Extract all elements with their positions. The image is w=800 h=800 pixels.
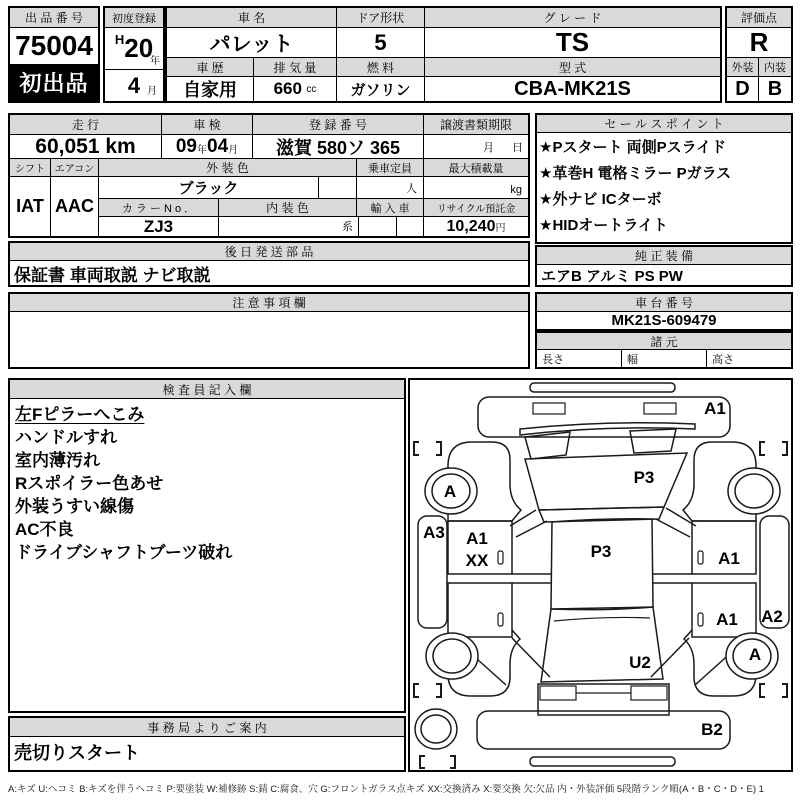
max-load-label: 最大積載量 [424, 159, 528, 177]
car-history-value: 自家用 [167, 77, 254, 101]
imported-sub-cell [397, 217, 424, 236]
spare-wheel-inner [421, 715, 451, 743]
front-bumper-shape [478, 397, 730, 437]
exterior-color-label: 外 装 色 [99, 159, 357, 177]
first-registration-year [105, 28, 163, 70]
lot-number-label: 出 品 番 号 [10, 8, 98, 28]
damage-code-rear-right-door: A1 [716, 610, 738, 629]
interior-label: 内装 [759, 58, 791, 77]
car-history-label: 車 歴 [167, 58, 254, 77]
car-name-value: パレット [167, 28, 337, 58]
oem-equipment-value: エアB アルミ PS PW [541, 267, 683, 285]
damage-code-left-sill: A3 [423, 523, 445, 542]
transfer-day-unit: 日 [512, 142, 523, 154]
reg-month: 4 [127, 72, 141, 98]
imported-label: 輸 入 車 [357, 199, 424, 217]
first-registration-block [103, 6, 165, 103]
footer-legend: A:キズ U:ヘコミ B:キズを伴うヘコミ P:要塗装 W:補修跡 S:錆 C:腐食、穴 G:フロントガラス点キズ XX:交換済み X:要交換 欠:欠品 内・外装評価 5段階ランク順(A・B・C・D・E) 1 [8, 784, 764, 795]
damage-code-front-bumper: A1 [704, 399, 726, 418]
color-no-label: カ ラ ー N o ． [99, 199, 219, 217]
era-letter: H [114, 32, 125, 47]
headlight-right [644, 403, 676, 414]
fuel-value: ガソリン [337, 77, 425, 101]
name-grade-block [165, 6, 722, 103]
lot-number-block [8, 6, 100, 103]
inspector-notes-body [10, 399, 404, 711]
shift-value: IAT [10, 177, 51, 236]
rear-left-wheel-inner [433, 639, 471, 673]
taillight-right [631, 686, 667, 700]
color-no-value: ZJ3 [99, 217, 219, 236]
max-load-value [424, 177, 528, 199]
detail-table [8, 113, 530, 238]
rear-bumper-shape [477, 711, 730, 749]
shipped-later-parts-label: 後 日 発 送 部 品 [10, 243, 528, 261]
length-cell: 長さ [537, 350, 622, 367]
inspection-label: 車 検 [162, 115, 253, 135]
recycle-deposit-label: リサイクル預託金 [424, 199, 528, 217]
damage-code-front-left-door: A1 [466, 529, 488, 548]
oem-equipment-label: 純 正 装 備 [537, 247, 791, 265]
displacement-unit: cc [306, 83, 317, 95]
inspector-note-line: Rスポイラー色あせ [15, 474, 164, 493]
lot-number-value: 75004 [15, 30, 93, 61]
door-shape-value: 5 [337, 28, 425, 58]
car-name-label: 車 名 [167, 8, 337, 28]
registration-no-label: 登 録 番 号 [253, 115, 424, 135]
sales-points-box [535, 113, 793, 244]
sales-point-line: ★HIDオートライト [539, 217, 668, 234]
rear-roof-edge [554, 617, 650, 621]
mileage-value: 60,051 km [10, 135, 162, 159]
capacity-value [357, 177, 424, 199]
front-edge-strip [530, 383, 675, 392]
first-registration-month [105, 70, 163, 101]
cautions-box [8, 292, 530, 369]
inspector-notes-box [8, 378, 406, 713]
damage-code-front-left-door-panel: XX [465, 551, 489, 570]
roof-shape [551, 519, 653, 610]
wiper-left [525, 432, 570, 459]
height-cell: 高さ [712, 353, 734, 366]
front-right-wheel-inner [735, 474, 773, 508]
damage-code-right-sill: A2 [761, 607, 783, 626]
model-code-label: 型 式 [425, 58, 720, 77]
interior-color-value [219, 217, 359, 236]
fuel-label: 燃 料 [337, 58, 425, 77]
sales-point-line: ★革巻H 電格ミラー Pガラス [539, 165, 732, 182]
car-diagram [410, 380, 791, 770]
chassis-no-label: 車 台 番 号 [537, 294, 791, 312]
top-table [8, 6, 793, 103]
door-handle [698, 613, 703, 626]
evaluation-block [725, 6, 793, 103]
imported-value [359, 217, 397, 236]
damage-code-rear-bumper: B2 [701, 720, 723, 739]
windshield-shape [525, 453, 687, 510]
displacement-number: 660 [273, 79, 302, 98]
exterior-color-value: ブラック [99, 177, 319, 199]
a-pillar-left [516, 521, 547, 537]
interior-grade: B [767, 77, 783, 100]
exterior-label: 外装 [727, 58, 759, 77]
dimensions-label: 諸 元 [537, 333, 791, 350]
grade-value: TS [425, 28, 720, 58]
chassis-no-box [535, 292, 793, 331]
recycle-amount: 10,240 [446, 217, 496, 235]
inspection-year: 09 [175, 135, 197, 157]
width-cell: 幅 [622, 350, 707, 367]
damage-code-roof: P3 [590, 542, 612, 561]
inspection-value [162, 135, 253, 159]
inspection-year-unit: 年 [197, 145, 207, 156]
cautions-label: 注 意 事 項 欄 [10, 294, 528, 312]
cautions-body [10, 312, 528, 367]
office-notice-label: 事 務 局 よ り ご 案 内 [10, 718, 404, 737]
grade-label: グ レ ー ド [425, 8, 720, 28]
first-registration-label: 初度登録 [105, 8, 163, 28]
transfer-month-unit: 月 [483, 142, 494, 154]
door-shape-label: ドア形状 [337, 8, 425, 28]
sales-point-line: ★外ナビ ICターボ [539, 191, 662, 208]
sales-points-body [537, 133, 791, 242]
shipped-later-parts-value: 保証書 車両取説 ナビ取説 [14, 265, 211, 285]
reg-year-unit: 年 [150, 56, 160, 67]
inspector-notes-label: 検 査 員 記 入 欄 [10, 380, 404, 399]
registration-no-value: 滋賀 580ソ 365 [253, 135, 424, 159]
chassis-no-value: MK21S-609479 [611, 312, 717, 329]
damage-code-front-left-wheel: A [443, 482, 457, 501]
shift-label: シフト [10, 159, 51, 177]
aircon-value: AAC [51, 177, 99, 236]
damage-code-front-right-door: A1 [718, 549, 740, 568]
mileage-label: 走 行 [10, 115, 162, 135]
exterior-color-sub-cell [319, 177, 357, 199]
inspector-note-line: 左Fピラーへこみ [15, 405, 145, 424]
rear-left-door-shape [448, 583, 512, 637]
inspector-note-line: AC不良 [15, 520, 74, 539]
dimensions-box [535, 331, 793, 369]
c-pillar-right [651, 638, 689, 677]
interior-color-unit: 系 [342, 221, 353, 233]
first-listing-badge: 初出品 [10, 64, 98, 101]
recycle-deposit-value [424, 217, 528, 236]
door-handle [498, 551, 503, 564]
transfer-deadline-value [424, 135, 528, 159]
reg-month-unit: 月 [147, 86, 157, 97]
recycle-unit: 円 [495, 223, 506, 234]
inspector-note-line: 外装うすい線傷 [15, 497, 134, 516]
sales-point-line: ★Pスタート 両側Pスライド [539, 139, 727, 156]
score-value: R [727, 28, 791, 58]
max-load-unit: kg [510, 184, 522, 196]
exterior-grade: D [727, 77, 759, 101]
shipped-later-parts [8, 241, 530, 287]
sales-points-label: セ ー ル ス ポ イ ン ト [537, 115, 791, 133]
damage-code-windshield: P3 [633, 468, 655, 487]
damage-code-rear-right-wheel: A [748, 645, 762, 664]
office-notice-box [8, 716, 406, 772]
door-handle [698, 551, 703, 564]
a-pillar-right [656, 519, 690, 537]
capacity-unit: 人 [406, 183, 417, 195]
headlight-left [533, 403, 565, 414]
inspection-month-unit: 月 [228, 145, 239, 156]
wiper-right [630, 429, 676, 453]
taillight-left [540, 686, 576, 700]
rear-edge-strip [530, 757, 675, 766]
aircon-label: エアコン [51, 159, 99, 177]
door-handle [498, 613, 503, 626]
inspector-note-line: 室内薄汚れ [15, 451, 100, 470]
damage-code-rear-gate: U2 [629, 653, 651, 672]
displacement-label: 排 気 量 [254, 58, 337, 77]
oem-equipment-box [535, 245, 793, 287]
inspection-month: 04 [207, 135, 229, 157]
damage-diagram-box [408, 378, 793, 772]
displacement-value [254, 77, 337, 101]
score-label: 評価点 [727, 8, 791, 28]
a-pillar-right [666, 508, 696, 526]
inspector-note-line: ドライブシャフトブーツ破れ [15, 543, 233, 562]
inspector-note-line: ハンドルすれ [15, 428, 117, 447]
capacity-label: 乗車定員 [357, 159, 424, 177]
reg-year: 20 [124, 33, 154, 63]
office-notice-value: 売切りスタート [14, 743, 140, 763]
model-code-value: CBA-MK21S [514, 77, 631, 100]
transfer-deadline-label: 譲渡書類期限 [424, 115, 528, 135]
interior-color-label: 内 装 色 [219, 199, 357, 217]
